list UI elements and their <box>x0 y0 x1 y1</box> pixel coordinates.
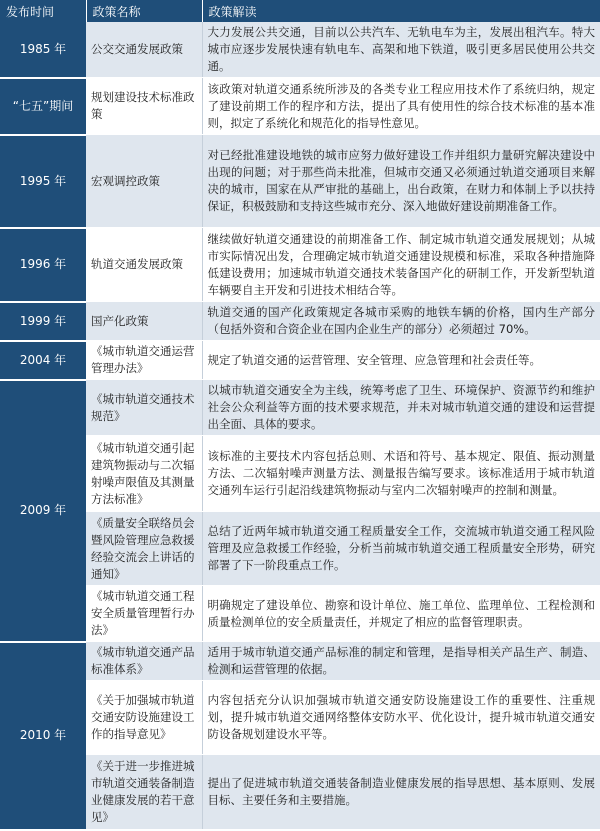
policy-desc-cell: 明确规定了建设单位、勘察和设计单位、施工单位、监理单位、工程检测和质量检测单位的安全质量责任，并规定了相应的监督管理职责。 <box>202 586 600 642</box>
policy-name-cell: 《关于加强城市轨道交通安防设施建设工作的指导意见》 <box>86 681 202 755</box>
policy-desc-cell: 规定了轨道交通的运营管理、安全管理、应急管理和社会责任等。 <box>202 341 600 380</box>
policy-name-cell: 《城市轨道交通工程安全质量管理暂行办法》 <box>86 586 202 642</box>
policy-name-cell: 轨道交通发展政策 <box>86 228 202 302</box>
table-row <box>0 586 600 642</box>
table-row <box>0 512 600 586</box>
policy-desc-cell: 内容包括充分认识加强城市轨道交通安防设施建设工作的重要性、注重规划，提升城市轨道交通网络整体安防水平、优化设计，提升城市轨道交通安防设备规划建设水平等。 <box>202 681 600 755</box>
year-cell: 1999 年 <box>0 302 86 341</box>
policy-desc-cell: 以城市轨道交通安全为主线，统筹考虑了卫生、环境保护、资源节约和维护社会公众利益等方面的技术要求规范，并未对城市轨道交通的建设和运营提出全面、具体的要求。 <box>202 380 600 436</box>
table-row <box>0 642 600 681</box>
policy-desc-cell: 继续做好轨道交通建设的前期准备工作、制定城市轨道交通发展规划；从城市实际情况出发，合理确定城市轨道交通建设规模和标准，采取各种措施降低建设费用；加速城市轨道交通技术装备国产化的研制工作，开发新型轨道车辆要自主开发和引进技术相结合等。 <box>202 228 600 302</box>
table-row <box>0 302 600 341</box>
table-row <box>0 436 600 512</box>
policy-desc-cell: 该标准的主要技术内容包括总则、术语和符号、基本规定、限值、振动测量方法、二次辐射噪声测量方法、测量报告编写要求。该标准适用于城市轨道交通列车运行引起沿线建筑物振动与室内二次辐射噪声的控制和测量。 <box>202 436 600 512</box>
year-cell: 2009 年 <box>0 380 86 642</box>
policy-desc-cell: 提出了促进城市轨道交通装备制造业健康发展的指导思想、基本原则、发展目标、主要任务和主要措施。 <box>202 755 600 830</box>
table-row <box>0 341 600 380</box>
policy-name-cell: 《关于进一步推进城市轨道交通装备制造业健康发展的若干意见》 <box>86 755 202 830</box>
year-cell: “七五”期间 <box>0 78 86 135</box>
header-policy-interpretation: 政策解读 <box>202 0 600 22</box>
policy-name-cell: 《城市轨道交通运营管理办法》 <box>86 341 202 380</box>
policy-name-cell: 《城市轨道交通产品标准体系》 <box>86 642 202 681</box>
policy-name-cell: 公交交通发展政策 <box>86 22 202 78</box>
year-cell: 1985 年 <box>0 22 86 78</box>
year-cell: 2010 年 <box>0 642 86 830</box>
table-row <box>0 78 600 135</box>
policy-desc-cell: 总结了近两年城市轨道交通工程质量安全工作，交流城市轨道交通工程风险管理及应急救援工作经验，分析当前城市轨道交通工程质量安全形势，研究部署了下一阶段重点工作。 <box>202 512 600 586</box>
table-row <box>0 135 600 228</box>
table-row <box>0 22 600 78</box>
year-cell: 1996 年 <box>0 228 86 302</box>
table-row <box>0 380 600 436</box>
table-header-row <box>0 0 600 22</box>
policy-desc-cell: 大力发展公共交通，目前以公共汽车、无轨电车为主，发展出租汽车。特大城市应逐步发展快速有轨电车、高架和地下铁道，吸引更多居民使用公共交通。 <box>202 22 600 78</box>
policy-name-cell: 规划建设技术标准政策 <box>86 78 202 135</box>
policy-name-cell: 《质量安全联络员会暨风险管理应急救援经验交流会上讲话的通知》 <box>86 512 202 586</box>
policy-name-cell: 《城市轨道交通引起建筑物振动与二次辐射噪声限值及其测量方法标准》 <box>86 436 202 512</box>
year-cell: 2004 年 <box>0 341 86 380</box>
year-cell: 1995 年 <box>0 135 86 228</box>
table-row <box>0 755 600 830</box>
policy-desc-cell: 适用于城市轨道交通产品标准的制定和管理，是指导相关产品生产、制造、检测和运营管理的依据。 <box>202 642 600 681</box>
policy-desc-cell: 轨道交通的国产化政策规定各城市采购的地铁车辆的价格，国内生产部分（包括外资和合资企业在国内企业生产的部分）必须超过 70%。 <box>202 302 600 341</box>
table-row <box>0 228 600 302</box>
table-row <box>0 681 600 755</box>
policy-name-cell: 国产化政策 <box>86 302 202 341</box>
header-policy-name: 政策名称 <box>86 0 202 22</box>
header-release-time: 发布时间 <box>0 0 86 22</box>
policy-desc-cell: 对已经批准建设地铁的城市应努力做好建设工作并组织力量研究解决建设中出现的问题；对于那些尚未批准，但城市交通又必须通过轨道交通项目来解决的城市，国家在从严审批的基础上，出台政策，在财力和体制上予以扶持保证，积极鼓励和支持这些城市充分、深入地做好建设前期准备工作。 <box>202 135 600 228</box>
policy-desc-cell: 该政策对轨道交通系统所涉及的各类专业工程应用技术作了系统归纳，规定了建设前期工作的程序和方法，提出了具有使用性的综合技术标准的基本准则，拟定了系统化和规范化的指导性意见。 <box>202 78 600 135</box>
policy-name-cell: 宏观调控政策 <box>86 135 202 228</box>
policy-name-cell: 《城市轨道交通技术规范》 <box>86 380 202 436</box>
